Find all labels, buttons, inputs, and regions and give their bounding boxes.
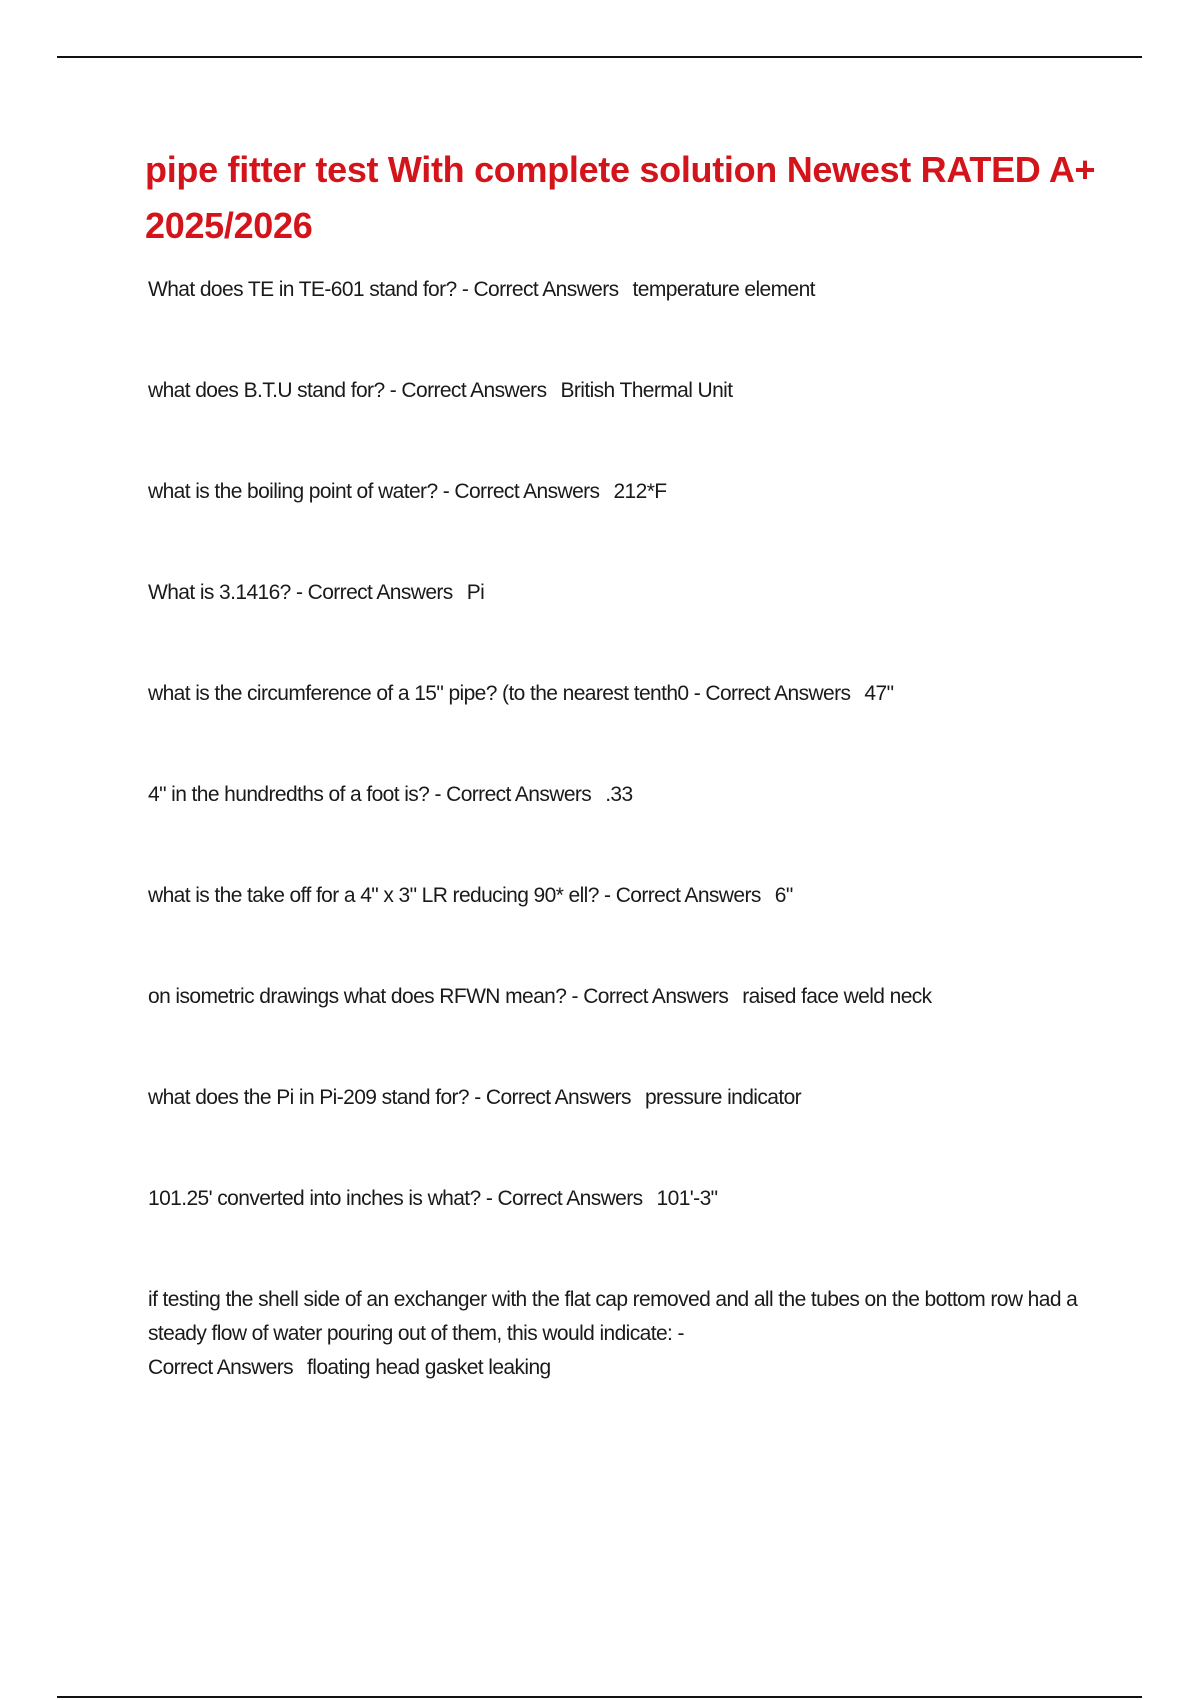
document-title: pipe fitter test With complete solution Newest RATED A+ 2025/2026 <box>145 149 1096 246</box>
answer-text: .33 <box>605 783 633 806</box>
header-rule <box>57 56 1142 58</box>
answer-label: Correct Answers <box>705 682 851 705</box>
qa-item <box>148 1283 1088 1385</box>
qa-item <box>148 576 1098 610</box>
answer-text: temperature element <box>632 278 815 301</box>
question-text: 4" in the hundredths of a foot is? <box>148 783 430 806</box>
answer-text: raised face weld neck <box>742 985 932 1008</box>
answer-label: Correct Answers <box>454 480 600 503</box>
question-text: 101.25' converted into inches is what? <box>148 1187 481 1210</box>
separator: - <box>598 884 616 907</box>
answer-text: floating head gasket leaking <box>307 1356 551 1379</box>
separator: - <box>456 278 474 301</box>
question-text: What does TE in TE-601 stand for? <box>148 278 457 301</box>
qa-item <box>148 980 1098 1014</box>
answer-label: Correct Answers <box>446 783 592 806</box>
separator: - <box>688 682 706 705</box>
question-text: if testing the shell side of an exchanger with the flat cap removed and all the tubes on the bottom row had a steady flow of water pouring out of them, this would indicate: <box>148 1288 1078 1345</box>
answer-text: pressure indicator <box>644 1086 802 1109</box>
answer-label: Correct Answers <box>497 1187 643 1210</box>
answer-text: 47" <box>864 682 894 705</box>
answer-text: 101'-3" <box>656 1187 718 1210</box>
qa-item <box>148 273 1098 307</box>
answer-text: 212*F <box>613 480 667 503</box>
qa-item <box>148 778 1098 812</box>
answer-label: Correct Answers <box>485 1086 631 1109</box>
qa-item <box>148 677 1098 711</box>
answer-text: 6" <box>774 884 793 907</box>
answer-label: Correct Answers <box>401 379 547 402</box>
separator: - <box>429 783 447 806</box>
answer-label: Correct Answers <box>473 278 619 301</box>
answer-text: British Thermal Unit <box>560 379 733 402</box>
qa-item <box>148 374 1098 408</box>
qa-item <box>148 1081 1098 1115</box>
question-text: on isometric drawings what does RFWN mean? <box>148 985 567 1008</box>
question-text: what is the circumference of a 15" pipe? (to the nearest tenth0 <box>148 682 689 705</box>
answer-text: Pi <box>466 581 485 604</box>
question-text: what is the boiling point of water? <box>148 480 438 503</box>
answer-label: Correct Answers <box>615 884 761 907</box>
separator: - <box>290 581 308 604</box>
question-text: what does B.T.U stand for? <box>148 379 385 402</box>
qa-item <box>148 879 1098 913</box>
question-text: what is the take off for a 4" x 3" LR reducing 90* ell? <box>148 884 599 907</box>
separator: - <box>384 379 402 402</box>
footer-rule <box>57 1696 1142 1698</box>
qa-item <box>148 1182 1098 1216</box>
answer-label: Correct Answers <box>583 985 729 1008</box>
separator: - <box>469 1086 486 1109</box>
question-text: what does the Pi in Pi-209 stand for? <box>148 1086 470 1109</box>
separator: - <box>437 480 455 503</box>
answer-label: Correct Answers <box>148 1356 294 1379</box>
separator: - <box>480 1187 498 1210</box>
question-text: What is 3.1416? <box>148 581 291 604</box>
separator: - <box>566 985 584 1008</box>
qa-item <box>148 475 1098 509</box>
separator: - <box>672 1322 684 1345</box>
answer-label: Correct Answers <box>307 581 453 604</box>
